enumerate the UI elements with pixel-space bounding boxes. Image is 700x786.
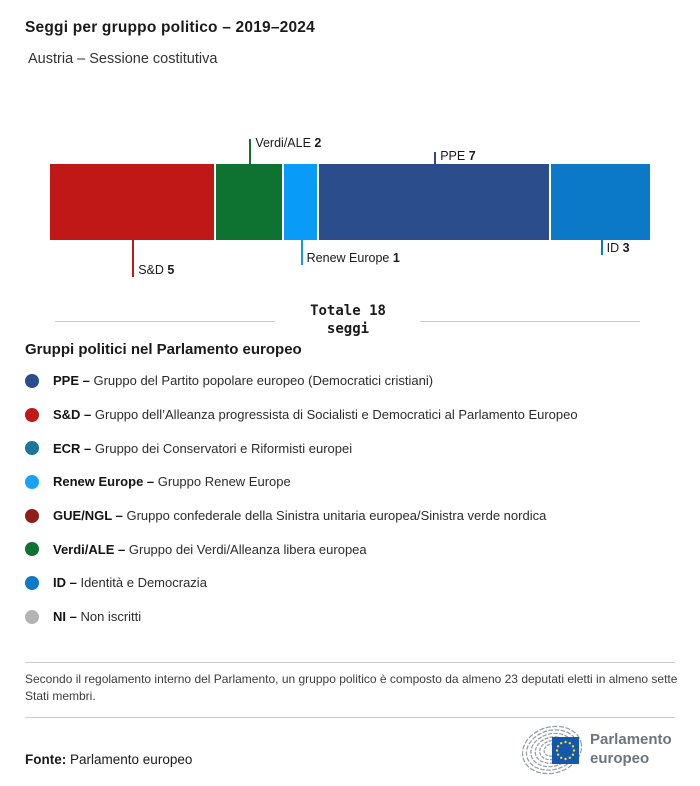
- bar-segment-verdi-ale[interactable]: [216, 164, 282, 240]
- callout-line-ppe: [434, 152, 436, 164]
- legend-item-renew-europe: [25, 465, 687, 499]
- legend-item-s-d: [25, 398, 687, 432]
- bar-segment-ppe[interactable]: [319, 164, 549, 240]
- ep-logo-line1: Parlamento: [590, 731, 672, 748]
- legend-item-id: [25, 566, 687, 600]
- legend-item-ecr: [25, 431, 687, 465]
- source-line: [25, 752, 192, 767]
- legend-label-id: ID – Identità e Democrazia: [53, 575, 207, 591]
- ep-logo-line2: europeo: [590, 750, 650, 767]
- total-seats-label: Totale 18 seggi: [310, 303, 386, 337]
- legend-heading: Gruppi politici nel Parlamento europeo: [25, 341, 302, 358]
- bar-segment-renew-europe[interactable]: [284, 164, 317, 240]
- legend-dot-ecr: [25, 441, 39, 455]
- legend-item-ni: [25, 600, 687, 634]
- legend-label-renew-europe: Renew Europe – Gruppo Renew Europe: [53, 474, 291, 490]
- source-value: Parlamento europeo: [70, 752, 193, 767]
- legend-label-ppe: PPE – Gruppo del Partito popolare europeo (Democratici cristiani): [53, 373, 434, 389]
- legend-dot-id: [25, 576, 39, 590]
- callout-line-s-d: [132, 240, 134, 277]
- legend-item-gue-ngl: [25, 499, 687, 533]
- callout-label-renew-europe: Renew Europe 1: [306, 251, 400, 265]
- total-rule-left: [55, 321, 275, 322]
- callout-label-id: ID 3: [606, 241, 630, 255]
- legend-dot-ppe: [25, 374, 39, 388]
- legend-dot-ni: [25, 610, 39, 624]
- legend-label-s-d: S&D – Gruppo dell’Alleanza progressista di Socialisti e Democratici al Parlamento Europeo: [53, 407, 578, 423]
- bar-segment-id[interactable]: [551, 164, 650, 240]
- legend-dot-gue-ngl: [25, 509, 39, 523]
- legend-dot-s-d: [25, 408, 39, 422]
- legend-list: [25, 364, 687, 634]
- legend-label-gue-ngl: GUE/NGL – Gruppo confederale della Sinistra unitaria europea/Sinistra verde nordica: [53, 508, 547, 524]
- legend-label-ecr: ECR – Gruppo dei Conservatori e Riformisti europei: [53, 440, 353, 456]
- legend-item-ppe: [25, 364, 687, 398]
- page-title: Seggi per gruppo politico – 2019–2024: [25, 19, 315, 36]
- ep-logo-wordmark: [590, 730, 672, 768]
- page-subtitle: Austria – Sessione costitutiva: [28, 51, 218, 67]
- ep-logo: [522, 724, 687, 780]
- footnote: Secondo il regolamento interno del Parlamento, un gruppo politico è composto da almeno 23 deputati eletti in almeno sette Stati membri.: [25, 672, 678, 703]
- callout-label-ppe: PPE 7: [440, 149, 476, 163]
- legend-dot-renew-europe: [25, 475, 39, 489]
- legend-label-verdi-ale: Verdi/ALE – Gruppo dei Verdi/Alleanza libera europea: [53, 541, 367, 557]
- footer-rule-bottom: [25, 717, 675, 718]
- source-label: Fonte:: [25, 752, 67, 767]
- callout-line-verdi-ale: [249, 139, 251, 164]
- legend-dot-verdi-ale: [25, 542, 39, 556]
- bar-segment-s-d[interactable]: [50, 164, 214, 240]
- seats-stacked-bar: [50, 164, 650, 240]
- callout-line-id: [601, 240, 603, 255]
- legend-label-ni: NI – Non iscritti: [53, 609, 142, 625]
- total-rule-right: [420, 321, 640, 322]
- footer-rule-top: [25, 662, 675, 663]
- callout-line-renew-europe: [301, 240, 303, 265]
- callout-label-s-d: S&D 5: [138, 263, 175, 277]
- callout-label-verdi-ale: Verdi/ALE 2: [255, 136, 322, 150]
- hemicycle-eu-flag-icon: [522, 724, 588, 780]
- legend-item-verdi-ale: [25, 532, 687, 566]
